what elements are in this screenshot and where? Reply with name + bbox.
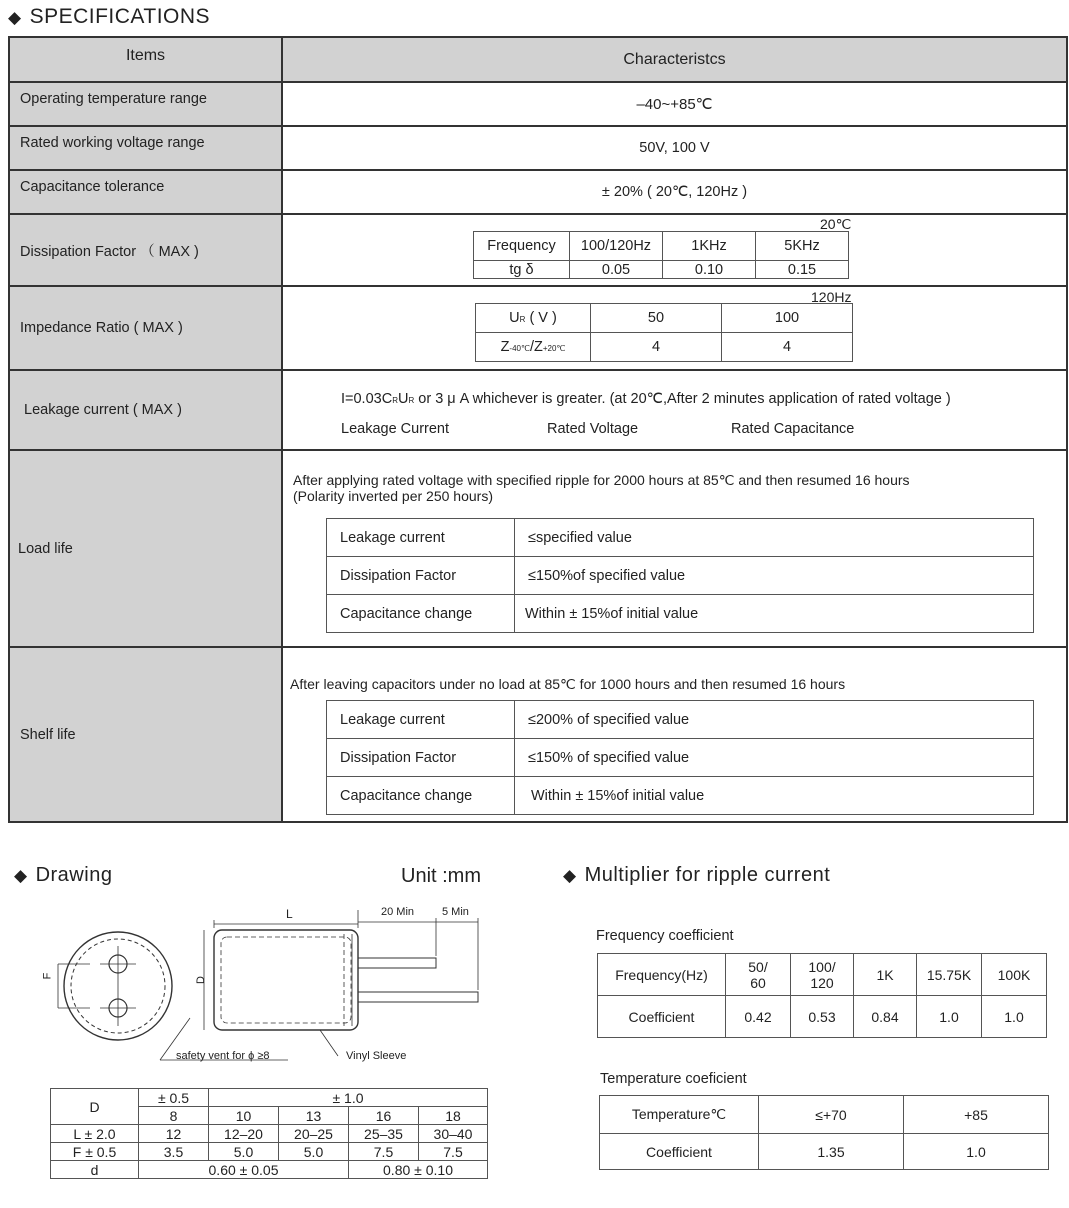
load-key: Dissipation Factor <box>327 557 515 595</box>
legend-leakage: Leakage Current <box>341 421 450 437</box>
F-value: 7.5 <box>349 1143 419 1161</box>
tolerance-value: ± 20% ( 20℃, 120Hz ) <box>601 184 748 200</box>
label-5min: 5 Min <box>442 906 469 918</box>
z-label <box>476 333 591 362</box>
shelf-key: Capacitance change <box>327 777 515 815</box>
temp-label: Operating temperature range <box>10 83 283 125</box>
tolerance-label: Capacitance tolerance <box>10 171 283 213</box>
temp-coef-title: Temperature coeficient <box>600 1071 747 1087</box>
freq-coef: 0.42 <box>726 996 791 1038</box>
df-cell <box>283 215 1066 285</box>
freq-col: 100K <box>982 954 1047 996</box>
impedance-table <box>475 303 853 362</box>
shelf-key: Leakage current <box>327 701 515 739</box>
df-value: 0.05 <box>570 261 663 279</box>
freq-coef: 1.0 <box>982 996 1047 1038</box>
load-val: ≤specified value <box>515 519 1034 557</box>
items-header: Items <box>10 38 283 81</box>
capacitor-drawing <box>30 900 490 1072</box>
freq-col-line: 100/ <box>808 958 836 975</box>
frequency-table <box>597 953 1047 1038</box>
ripple-heading <box>563 864 830 887</box>
freq-col-line: 50/ <box>748 958 768 975</box>
ur-main: U <box>509 310 520 326</box>
df-header: 5KHz <box>756 232 849 261</box>
shelf-life-label: Shelf life <box>10 648 283 821</box>
temp-col: +85 <box>904 1096 1049 1134</box>
dd-label: d <box>51 1161 139 1179</box>
L-value: 12–20 <box>209 1125 279 1143</box>
leakage-formula <box>341 391 951 407</box>
shelf-val: ≤150% of specified value <box>515 739 1034 777</box>
shelf-desc: After leaving capacitors under no load at 85℃ for 1000 hours and then resumed 16 hours <box>290 676 846 692</box>
load-key: Capacitance change <box>327 595 515 633</box>
shelf-table <box>326 700 1034 815</box>
load-desc: (Polarity inverted per 250 hours) <box>293 488 493 504</box>
freq-col: 15.75K <box>917 954 982 996</box>
z-main: Z <box>500 339 510 355</box>
label-L: L <box>286 907 293 921</box>
diamond-icon: ◆ <box>14 866 28 885</box>
size-cell: 18 <box>419 1107 488 1125</box>
df-label: Dissipation Factor （ MAX ) <box>10 215 283 285</box>
shelf-val: ≤200% of specified value <box>515 701 1034 739</box>
size-cell: 13 <box>279 1107 349 1125</box>
F-value: 3.5 <box>139 1143 209 1161</box>
F-value: 7.5 <box>419 1143 488 1161</box>
label-D: D <box>194 976 207 984</box>
end-view <box>58 932 172 1040</box>
L-value: 12 <box>139 1125 209 1143</box>
freq-header: Frequency(Hz) <box>598 954 726 996</box>
freq-col <box>791 954 854 996</box>
df-table <box>473 231 849 279</box>
temp-coef: 1.0 <box>904 1134 1049 1170</box>
formula-part: or 3 μ A whichever is greater. (at 20℃,After 2 minutes application of rated voltage ) <box>414 391 951 407</box>
specifications-heading <box>8 5 210 29</box>
impedance-label: Impedance Ratio ( MAX ) <box>10 287 283 369</box>
specifications-table <box>8 36 1068 823</box>
z-value: 4 <box>591 333 722 362</box>
load-desc: After applying rated voltage with specified ripple for 2000 hours at 85℃ and then resumed 16 hours <box>293 472 910 488</box>
freq-col <box>726 954 791 996</box>
temp-col: ≤+70 <box>759 1096 904 1134</box>
load-val: Within ± 15%of initial value <box>515 595 1034 633</box>
impedance-cell <box>283 287 1066 369</box>
z-sub1: -40℃ <box>509 344 530 353</box>
F-value: 5.0 <box>209 1143 279 1161</box>
characteristics-header: Characteristcs <box>283 38 1066 81</box>
formula-sub: R <box>392 396 398 405</box>
freq-coef-title: Frequency coefficient <box>596 928 734 944</box>
L-label: L ± 2.0 <box>51 1125 139 1143</box>
voltage-value: 50V, 100 V <box>639 140 710 156</box>
F-label: F ± 0.5 <box>51 1143 139 1161</box>
z-sub2: +20℃ <box>542 344 566 353</box>
impedance-note: 120Hz <box>811 289 852 305</box>
diamond-icon: ◆ <box>8 8 22 27</box>
label-20min: 20 Min <box>381 906 415 918</box>
shelf-val: Within ± 15%of initial value <box>515 777 1034 815</box>
L-value: 20–25 <box>279 1125 349 1143</box>
L-value: 25–35 <box>349 1125 419 1143</box>
ur-value: 50 <box>591 304 722 333</box>
shelf-key: Dissipation Factor <box>327 739 515 777</box>
df-header: 1KHz <box>663 232 756 261</box>
d-label: D <box>51 1089 139 1125</box>
df-value: 0.15 <box>756 261 849 279</box>
label-vent: safety vent for ϕ ≥8 <box>176 1050 270 1062</box>
size-cell: 16 <box>349 1107 419 1125</box>
dimension-table <box>50 1088 488 1179</box>
load-life-label: Load life <box>10 451 283 646</box>
formula-sub: R <box>408 396 415 405</box>
side-view <box>160 910 478 1060</box>
df-row-label: tg δ <box>474 261 570 279</box>
load-table <box>326 518 1034 633</box>
unit-label: Unit :mm <box>401 865 481 887</box>
drawing-title: Drawing <box>35 864 113 886</box>
z-mid: /Z <box>529 339 543 355</box>
ur-sub: R <box>519 315 526 324</box>
freq-col-line: 120 <box>810 974 834 991</box>
df-header: 100/120Hz <box>570 232 663 261</box>
leakage-cell <box>283 371 1066 449</box>
diamond-icon: ◆ <box>563 866 577 885</box>
size-cell: 8 <box>139 1107 209 1125</box>
shelf-life-cell <box>283 648 1066 821</box>
size-cell: 10 <box>209 1107 279 1125</box>
temperature-table <box>599 1095 1049 1170</box>
ripple-title: Multiplier for ripple current <box>584 864 831 886</box>
freq-col-line: 60 <box>750 974 766 991</box>
freq-coef: 0.53 <box>791 996 854 1038</box>
legend-capacitance: Rated Capacitance <box>731 421 855 437</box>
temp-coef-label: Coefficient <box>600 1134 759 1170</box>
load-val: ≤150%of specified value <box>515 557 1034 595</box>
df-note: 20℃ <box>820 216 852 232</box>
drawing-heading <box>14 864 112 887</box>
dd-value: 0.80 ± 0.10 <box>349 1161 488 1179</box>
freq-coef: 0.84 <box>854 996 917 1038</box>
leakage-label: Leakage current ( MAX ) <box>10 371 283 449</box>
voltage-label: Rated working voltage range <box>10 127 283 169</box>
freq-col: 1K <box>854 954 917 996</box>
formula-part: U <box>397 391 409 407</box>
label-sleeve: Vinyl Sleeve <box>346 1050 407 1062</box>
ur-unit: ( V ) <box>525 310 557 326</box>
temp-header: Temperature℃ <box>600 1096 759 1134</box>
dd-value: 0.60 ± 0.05 <box>139 1161 349 1179</box>
temp-coef: 1.35 <box>759 1134 904 1170</box>
df-header: Frequency <box>474 232 570 261</box>
df-value: 0.10 <box>663 261 756 279</box>
tol-b: ± 1.0 <box>209 1089 488 1107</box>
legend-voltage: Rated Voltage <box>547 421 639 437</box>
freq-coef-label: Coefficient <box>598 996 726 1038</box>
load-key: Leakage current <box>327 519 515 557</box>
ur-label <box>476 304 591 333</box>
specifications-title: SPECIFICATIONS <box>29 5 211 28</box>
L-value: 30–40 <box>419 1125 488 1143</box>
z-value: 4 <box>722 333 853 362</box>
formula-part: I=0.03C <box>341 391 393 407</box>
load-life-cell <box>283 451 1066 646</box>
label-F: F <box>41 972 54 980</box>
freq-coef: 1.0 <box>917 996 982 1038</box>
ur-value: 100 <box>722 304 853 333</box>
F-value: 5.0 <box>279 1143 349 1161</box>
temp-value: –40~+85℃ <box>636 96 713 113</box>
tol-a: ± 0.5 <box>139 1089 209 1107</box>
